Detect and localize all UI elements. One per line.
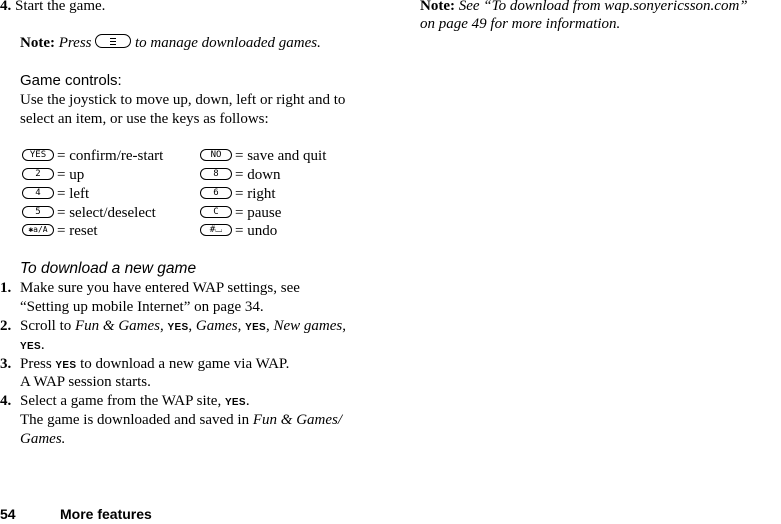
no-key-icon: NO	[200, 149, 232, 161]
section-title: More features	[60, 506, 152, 522]
note-line-1: See “To download from wap.sonyericsson.com”	[458, 0, 748, 14]
key-2-icon: 2	[22, 168, 54, 180]
control-5: 5 = select/deselect	[22, 204, 156, 223]
control-star: ✱a/A = reset	[22, 222, 98, 241]
download-heading: To download a new game	[20, 260, 197, 277]
control-2: 2 = up	[22, 166, 84, 185]
yes-key-label: YES	[55, 360, 77, 371]
step-1-number: 1.	[0, 280, 12, 296]
note-text-post: to manage downloaded games.	[135, 35, 321, 51]
note-line-2: on page 49 for more information.	[420, 16, 621, 32]
step-3-line-1: Press YES to download a new game via WAP.	[20, 356, 290, 372]
step-2-line-1: Scroll to Fun & Games, YES, Games, YES, New games,	[20, 318, 347, 334]
controls-intro-line-1: Use the joystick to move up, down, left or right and to	[20, 92, 346, 108]
step-4-number: 4.	[0, 393, 12, 409]
control-yes: YES = confirm/re-start	[22, 147, 163, 166]
step-2-line-2: YES.	[20, 337, 45, 353]
page-number: 54	[0, 506, 16, 522]
step-4-line-2: The game is downloaded and saved in Fun & Games/	[20, 412, 343, 428]
menu-key-icon	[95, 34, 131, 48]
control-c: C = pause	[200, 204, 281, 223]
step-number: 4.	[0, 0, 12, 14]
step-3-number: 3.	[0, 356, 12, 372]
yes-key-icon: YES	[22, 149, 54, 161]
star-key-icon: ✱a/A	[22, 224, 54, 236]
step-1-line-2: “Setting up mobile Internet” on page 34.	[20, 299, 264, 315]
control-4: 4 = left	[22, 185, 89, 204]
note-manage-games	[20, 34, 321, 53]
key-5-icon: 5	[22, 206, 54, 218]
game-controls-heading: Game controls:	[20, 72, 122, 89]
note-label: Note:	[420, 0, 455, 14]
control-6: 6 = right	[200, 185, 276, 204]
yes-key-label: YES	[167, 322, 189, 333]
step-1-line-1: Make sure you have entered WAP settings, see	[20, 280, 300, 296]
key-6-icon: 6	[200, 187, 232, 199]
control-8: 8 = down	[200, 166, 281, 185]
step-3-line-2: A WAP session starts.	[20, 374, 151, 390]
note-label: Note:	[20, 35, 55, 51]
key-8-icon: 8	[200, 168, 232, 180]
controls-intro-line-2: select an item, or use the keys as follows:	[20, 111, 269, 127]
step-2-number: 2.	[0, 318, 12, 334]
key-4-icon: 4	[22, 187, 54, 199]
yes-key-label: YES	[224, 397, 246, 408]
yes-key-label: YES	[245, 322, 267, 333]
control-no: NO = save and quit	[200, 147, 326, 166]
step-4-line-1: Select a game from the WAP site, YES.	[20, 393, 250, 409]
hash-key-icon: #⌴	[200, 224, 232, 236]
step-4-start	[0, 0, 105, 16]
control-hash: #⌴ = undo	[200, 222, 277, 241]
step-text: Start the game.	[15, 0, 106, 14]
yes-key-label: YES	[20, 341, 41, 352]
note-download-link	[420, 0, 748, 16]
step-4-line-3: Games.	[20, 431, 66, 447]
key-c-icon: C	[200, 206, 232, 218]
note-text-pre: Press	[58, 35, 92, 51]
